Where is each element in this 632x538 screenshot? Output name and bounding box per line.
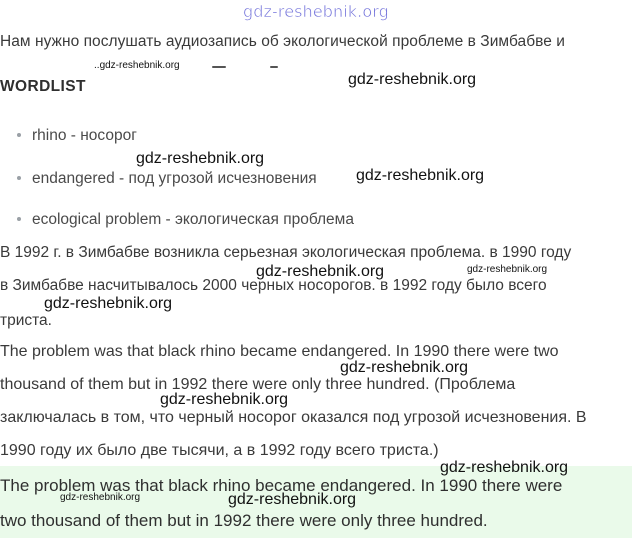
watermark: gdz-reshebnik.org <box>44 295 173 312</box>
watermark: gdz-reshebnik.org <box>136 150 265 167</box>
watermark: gdz-reshebnik.org <box>60 492 141 503</box>
english-paragraph-line: thousand of them but in 1992 there were only three hundred. (Проблема <box>0 376 516 393</box>
site-watermark-top: gdz-reshebnik.org <box>243 2 389 21</box>
wordlist-item <box>17 127 137 145</box>
wordlist-title: WORDLIST <box>0 78 86 95</box>
wordlist-item-text: rhino - носорог <box>32 127 137 144</box>
russian-paragraph-line: триста. <box>0 312 52 329</box>
watermark: ..gdz-reshebnik.org <box>94 60 180 71</box>
watermark: gdz-reshebnik.org <box>440 459 569 476</box>
answer-line: The problem was that black rhino became endangered. In 1990 there were <box>0 476 563 495</box>
wordlist-item <box>17 170 317 188</box>
watermark: gdz-reshebnik.org <box>348 71 477 88</box>
english-paragraph-line: заключалась в том, что черный носорог оказался под угрозой исчезновения. В <box>0 409 587 426</box>
watermark: gdz-reshebnik.org <box>228 491 357 508</box>
bullet-icon <box>17 133 21 137</box>
bullet-icon <box>17 176 21 180</box>
watermark: gdz-reshebnik.org <box>256 263 385 280</box>
scan-artifact <box>212 66 292 70</box>
wordlist-item-text: endangered - под угрозой исчезновения <box>32 170 317 187</box>
russian-paragraph-line: В 1992 г. в Зимбабве возникла серьезная экологическая проблема. в 1990 году <box>0 244 572 261</box>
intro-text: Нам нужно послушать аудиозапись об экологической проблеме в Зимбабве и <box>0 33 565 50</box>
watermark: gdz-reshebnik.org <box>467 264 548 275</box>
english-paragraph-line: The problem was that black rhino became endangered. In 1990 there were two <box>0 343 559 360</box>
answer-line: two thousand of them but in 1992 there were only three hundred. <box>0 511 488 530</box>
watermark: gdz-reshebnik.org <box>356 167 485 184</box>
wordlist-item <box>17 211 354 229</box>
wordlist-item-text: ecological problem - экологическая проблема <box>32 211 354 228</box>
english-paragraph-line: 1990 году их было две тысячи, а в 1992 году всего триста.) <box>0 442 439 459</box>
watermark: gdz-reshebnik.org <box>160 391 289 408</box>
watermark: gdz-reshebnik.org <box>340 359 469 376</box>
bullet-icon <box>17 217 21 221</box>
russian-paragraph-line: в Зимбабве насчитывалось 2000 черных носорогов. в 1992 году было всего <box>0 277 547 294</box>
